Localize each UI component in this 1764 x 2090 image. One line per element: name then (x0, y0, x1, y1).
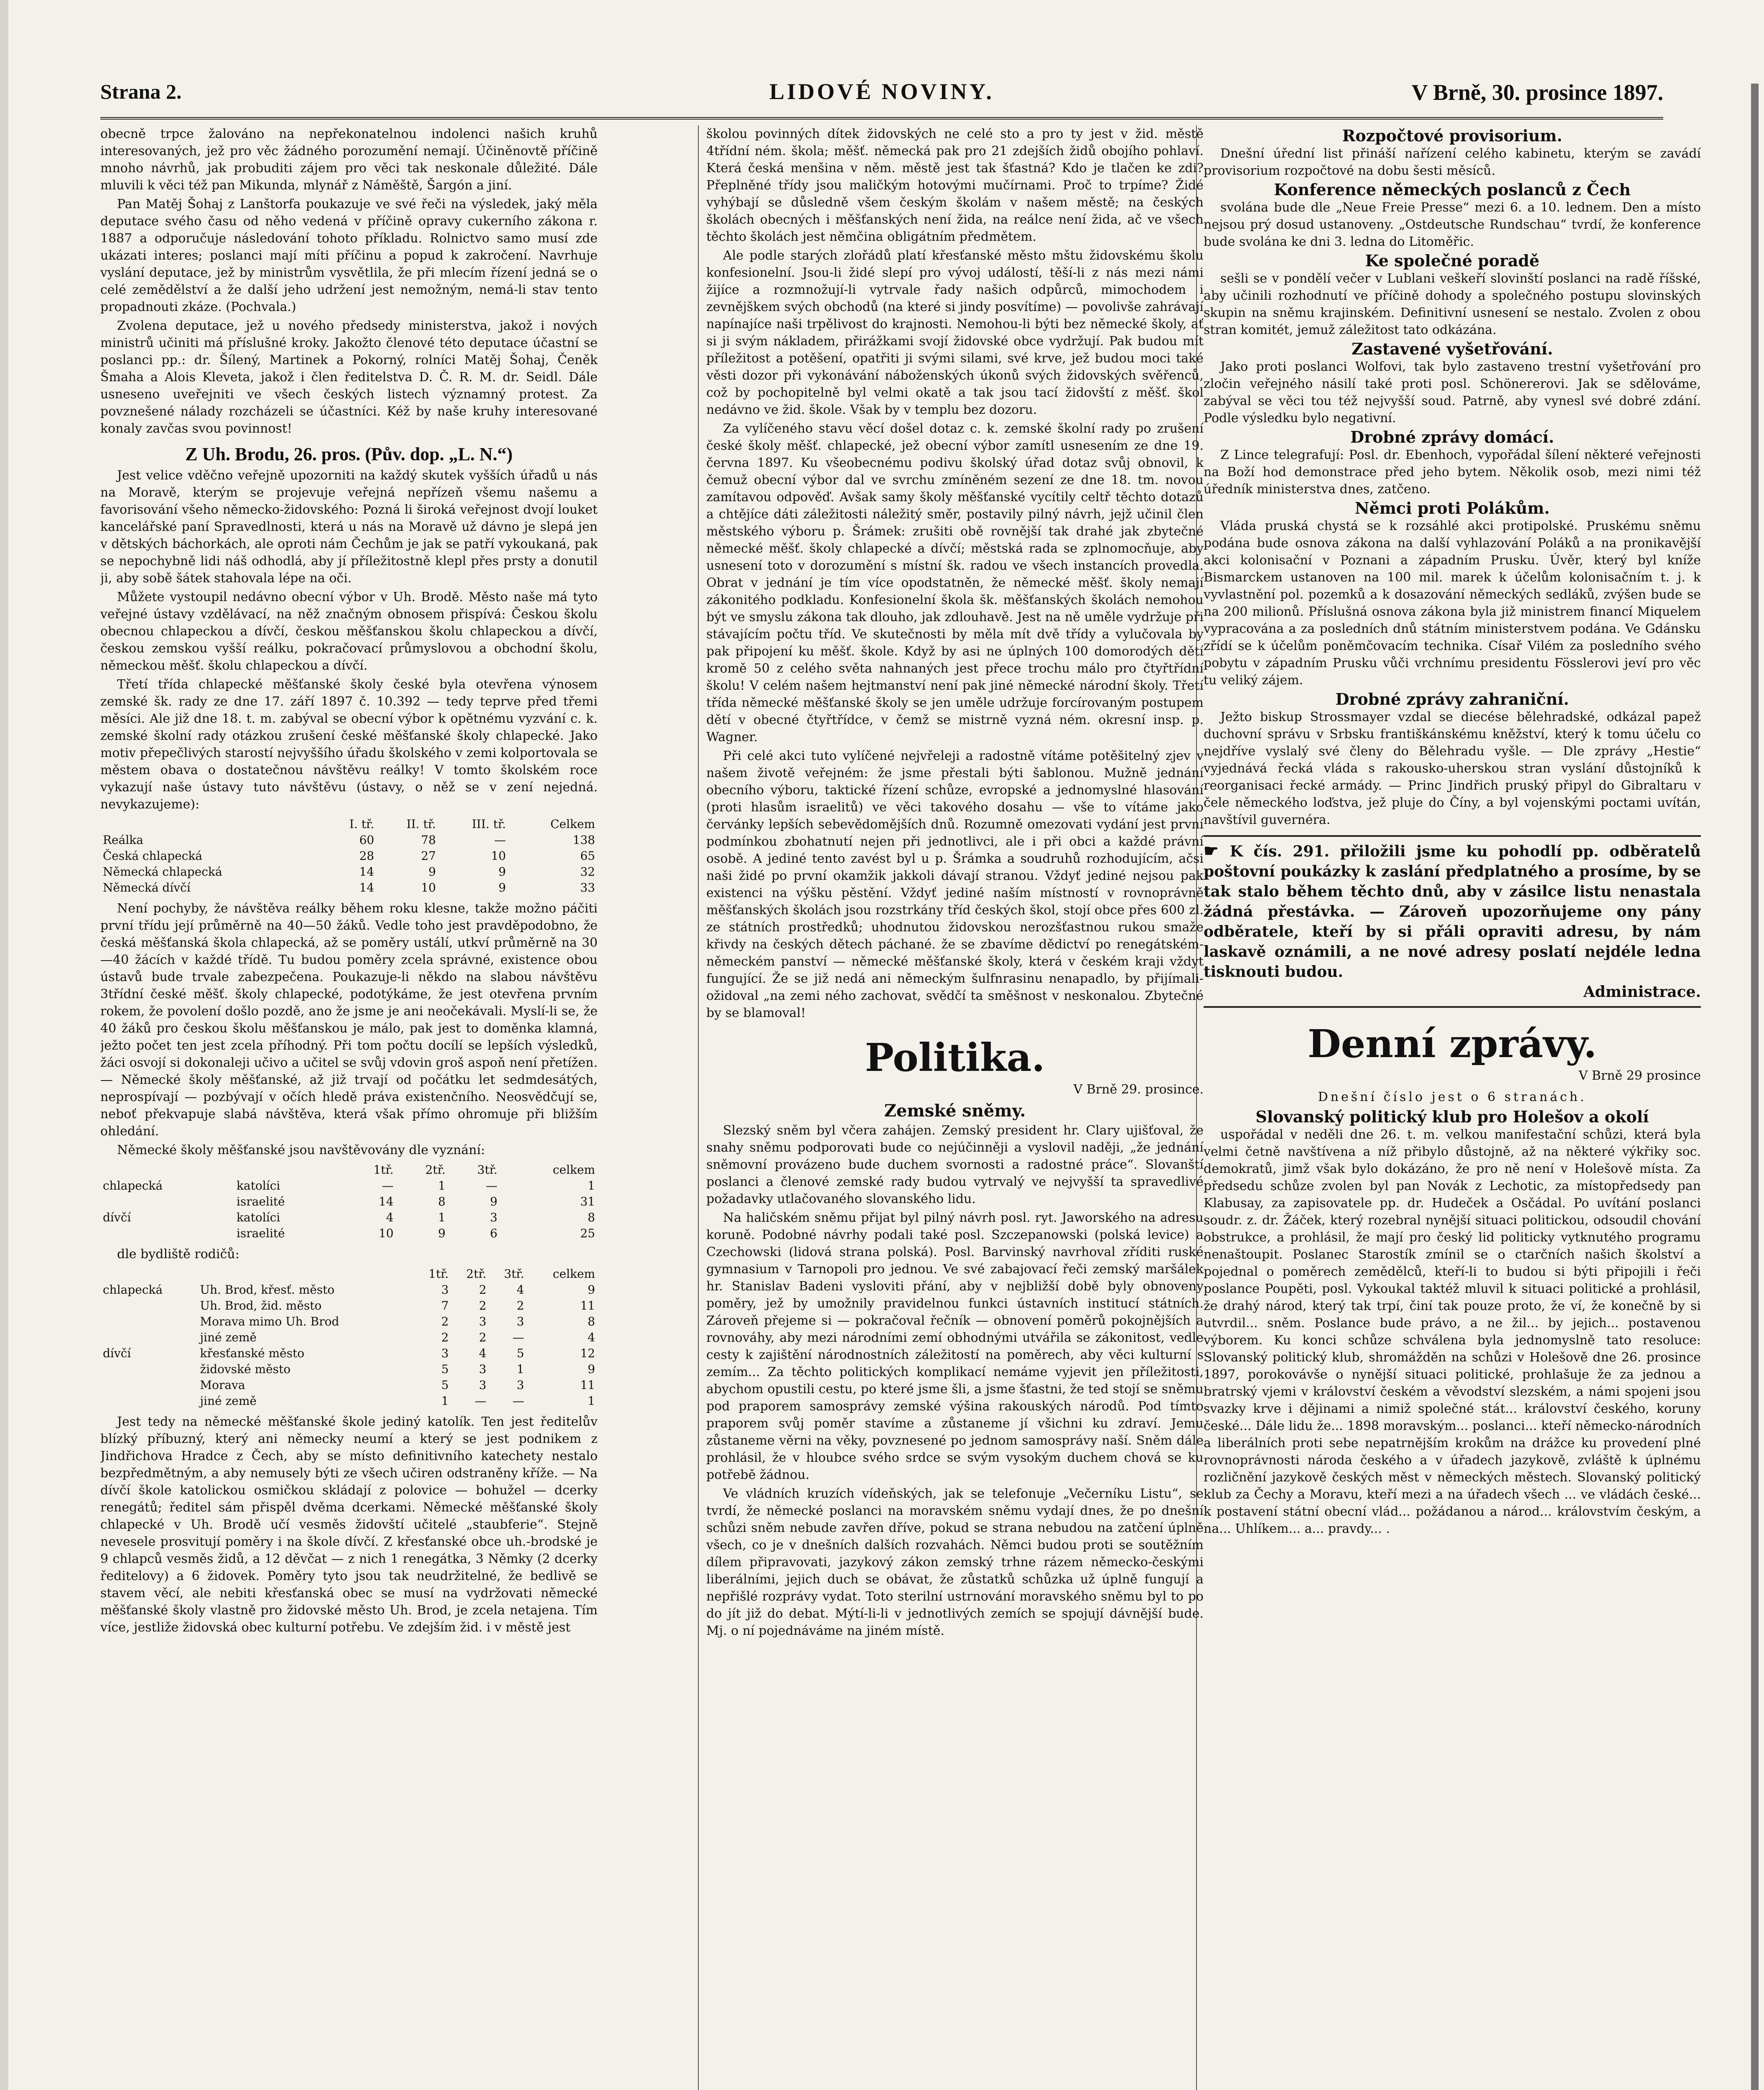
column-3 (1204, 125, 1701, 2090)
paragraph: Jest velice vděčno veřejně upozorniti na každý skutek vyšších úřadů u nás na Moravě, kterým se projevuje veřejná nepřízeň všemu našemu a favorisování všeho německo-židovského: Pozná li široká veřejnost dvojí louket kancelářské paní Spravedlnosti, která u nás na Moravě už dávno je slepá jen v dětských báchorkách, ale oproti nám Čechům je jak se patří vykoukaná, pak se nepochybně lidi náš odhodlá, aby jí příležitostně klepl přes prsty a donutil ji, aby sobě šátek stahovala lépe na oči. (100, 468, 598, 586)
table-row (100, 1194, 598, 1210)
table-cell: 9 (588, 1362, 595, 1376)
table-cell: jiné země (200, 1394, 257, 1408)
news-headline: Konference německých poslanců z Čech (1274, 180, 1631, 199)
paragraph: Pan Matěj Šohaj z Lanštorfa poukazuje ve své řeči na výsledek, jaký měla deputace svého času od něho vedená v příčině opravy cukerního zákona r. 1887 a odporučuje následování tohoto příkladu. Rolnictvo samo musí zde ukázati interes; poslanci mají míti příčinu a popud k zakročení. Navrhuje vyslání deputace, jež by ministrům vysvětlila, že při mlecím řízení jedná se o celé zemědělství a že další jeho udržení jest nemožným, nemá-li stav tento propadnouti zkáze. (Pochvala.) (100, 197, 598, 314)
column-rule (698, 125, 699, 2090)
table-cell: 2 (441, 1330, 449, 1344)
newspaper-title: LIDOVÉ NOVINY. (769, 79, 995, 104)
table-cell: I. tř. (349, 817, 374, 831)
table-cell: 3tř. (504, 1267, 524, 1281)
table-cell (198, 1266, 414, 1282)
religion-table (100, 1162, 598, 1241)
table-cell: israelité (237, 1195, 285, 1208)
paragraph: Ježto biskup Strossmayer vzdal se diecése bělehradské, odkázal papež duchovní správu v Srbsku františkánskému kněžství, který k tomu účelu co nejdříve vyslalý své členy do Bělehradu vyšle. — Dle zprávy „Hestie“ vyjednává řecká vláda s rakousko-uherskou stran vyslání důstojníků k reorganisaci řecké armády. — Princ Jindřich pruský připyl do Gibraltaru v čele německého loďstva, jež pluje do Číny, a byl vojenskými poctami uvítán, navštívil guvernéra. (1204, 710, 1701, 827)
page-edge-right (1751, 84, 1759, 2090)
paragraph: Při celé akci tuto vylíčené nejvřeleji a radostně vítáme potěšitelný zjev v našem životě veřejném: že jsme přestali býti šablonou. Mužně jednání obecního výboru, taktické řízení schůze, evropské a jednomyslné hlasování (proti hlasům israelitů) ve věci takového dosahu — vše to vítáme jako červánky lepších sebevědomějších dnů. Rozumně omezovati vydání jest první podmínkou zbohatnutí nejen při jednotlivci, ale i při obci a každé právní osobě. A jediné tento zavést byl u p. Šrámka a soudruhů rozhodujícím, ačsi naši židé po první okamžik jakkoli dávají stranou. Vždyť jediné nejsou pak existenci na výšku pěstění. Vždyť jediné naším místností v rovnoprávně měšťanských školách jsou rozstrkány tříd českých škol, stojí obce přes 600 zl. ze státních prostředků; uhodnutou židovskou nerozšťastnou rukou smaže křivdy na českých dětech páchané. že se zbavíme dědictví po renegátském-německém panství — německé měšťanské školy, která v českém kraji vždyt fungující. Že se již nedá ani německým šulfnrasinu nenapadlo, by přijímali-ožidoval „na zemi ného zachovat, svědčí ta směšnost v neskonalou. Zbytečné by se blamoval! (706, 749, 1204, 1020)
table-cell: 25 (580, 1226, 595, 1240)
table-cell: Morava mimo Uh. Brod (200, 1315, 339, 1328)
table-row (100, 832, 598, 848)
table-cell: Celkem (550, 817, 595, 831)
attendance-table (100, 816, 598, 896)
table-row (100, 1178, 598, 1194)
table-cell: 78 (421, 833, 436, 847)
table-cell: 9 (588, 1283, 595, 1297)
table-row (100, 848, 598, 864)
paragraph: Ale podle starých zlořádů platí křesťanské město mštu židovskému školu konfesionelní. Jsou-li židé slepí pro vývoj událostí, těší-li z nás mezi námi žijíce a rozmnožují-li vytrvale řady našich odpůrců, mimochodem i zevnějškem svých obchodů (na které si jindy posvítíme) — povolivše zahrávají napínajíce naši trpělivost do krajnosti. Nemohou-li býti bez německé školy, ať si ji svým nákladem, přirážkami svojí židovské obce vydržují. Pak budou mít příležitost a potěšení, opatřiti ji svými silami, své krve, jež budou moci také věsti dozor při vykonávání náboženských úkonů svých židovských svěřenců, což by pochopitelně byl velmi okatě a tak jsou tací židovští z měšť. škol nedávno ve žid. škole. Však by v templu bez dozoru. (706, 248, 1204, 417)
table-cell: 1 (588, 1179, 595, 1193)
paragraph: uspořádal v neděli dne 26. t. m. velkou manifestační schůzi, která byla velmi četně navštívena a níž přibylo důstojně, až na některé výkřiky soc. demokratů, jimž však bylo dokázáno, že pro ně není v Holešově místa. Za předsedu schůze zvolen byl pan Novák z Lechotic, za místopředsedy pan Klabusay, za zapisovatele pp. dr. Hudeček a Osčádal. Po uvítání poslanci soudr. z. dr. Žáček, který rozebral nynější situaci politickou, odsoudil chování obstrukce, a prohlásil, že mají pro český lid politicky vytknutého programu nenaštoupit. Poslanec Starostík zmínil se o ctarčních našich školství a pojednal o poměrech zemědělců, kteří-li to budou si býti připojili i řeči poslance Poupěti, posl. Vykoukal taktéž mluvil k situaci politické a prohlásil, že drahý národ, který tak trpí, činí tak pouze proto, že ví, že konečně by si utvrdil... sněm. Poslance bude právo, a ne žil... by jejich... postavenou výborem. Ku konci schůze schválena byla jednomyslně tato resoluce: Slovanský politický klub, shromážděn na schůzi v Holešově dne 26. prosince 1897, porokovávše o nynější situaci politické, prohlašuje že za jednou a bratrský vjemi v království českém a věvodství slezském, a námi spojeni jsou svazky krve i dějinami a nimiž společné stát... království českého, koruny české... Dále lidu že... 1898 moravským... poslanci... kteří německo-národních a liberálních proti sebe nepatrnějším krokům na drážce ku provedení plné rovnoprávnosti národa českého a v úřadech jazykově, zvláště k úplnému rozličnění jazykově českých měst v německých městech. Slovanský politický klub za Čechy a Moravu, kteří mezi a na úřadech všech ... ve vládách české... k postavení státní obecní vlád... požádanou a národ... královstvím českým, a na... Uhlíkem... a... pravdy... . (1204, 1127, 1701, 1536)
table-header-row (100, 1266, 598, 1282)
table-cell: 6 (490, 1226, 498, 1240)
table-cell: 14 (359, 865, 374, 879)
table-row (100, 1282, 598, 1298)
table-cell: 3 (441, 1346, 449, 1360)
page-edge-left (0, 0, 8, 2090)
table-cell: 4 (479, 1346, 486, 1360)
residence-table (100, 1266, 598, 1409)
paragraph: Zvolena deputace, jež u nového předsedy ministerstva, jakož i nových ministrů učiniti má příslušné kroky. Jakožto členové této deputace účastní se poslanci pp.: dr. Šílený, Martinek a Pokorný, rolníci Matěj Šohaj, Čeněk Šmaha a Alois Kleveta, jakož i člen ředitelstva D. Č. R. M. dr. Seidl. Dále usneseno uveřejniti ve všech českých listech významný protest. Za povznešené nálady rozcházeli se účastníci. Kéž by naše kruhy interesované konaly zavčas svou povinnost! (100, 319, 598, 436)
paragraph: Není pochyby, že návštěva reálky během roku klesne, takže možno páčiti první třídu její průměrně na 40—50 žáků. Vedle toho jest pravděpodobno, že česká měšťanská škola chlapecká, až se poměry ustálí, utkví průměrně na 30—40 žácích v každé třídě. Tu budou poměry zcela správné, existence obou ústavů bude trvale zabezpečena. Poukazuje-li někdo na slabou návštěvu 3třídní české měšť. školy chlapecké, podotýkáme, že jest otevřena prvním rokem, že povolení došlo pozdě, ano že jsme je ani neočekávali. Myslí-li se, že 40 žáků pro českou školu měšťanskou je málo, pak jest to doměnka klamná, ježto počet ten jest zcela příhodný. Při tom počtu docílí se lepších výsledků, žáci osvojí si dokonaleji učivo a učitel se svůj vdovin groš aspoň není přetížen. — Německé školy měšťanské, až již trvají od počátku let sedmdesátých, neprospívají — pozbývají v očích hledě práva existenčního. Neosvědčují se, neboť překvapuje slabá návštěva, která však přímo ohromuje při bližším ohledání. (100, 901, 598, 1139)
table-cell (100, 1393, 198, 1409)
table-cell (100, 1330, 198, 1346)
table-cell: katolíci (237, 1179, 280, 1193)
table-cell: 2 (517, 1299, 524, 1313)
table-cell: Německá dívčí (103, 881, 191, 895)
table-cell: 14 (359, 881, 374, 895)
table-row (100, 1393, 598, 1409)
table-cell: 4 (517, 1283, 524, 1297)
table-cell: II. tř. (406, 817, 436, 831)
table-row (100, 1361, 598, 1377)
table-intro: dle bydliště rodičů: (117, 1247, 239, 1262)
table-cell (100, 1361, 198, 1377)
news-headline: Ke společné poradě (1365, 251, 1540, 270)
news-headline: Rozpočtové provisorium. (1342, 126, 1563, 145)
table-row (100, 1346, 598, 1361)
table-intro: Německé školy měšťanské jsou navštěvovány dle vyznání: (117, 1143, 485, 1157)
dateline: V Brně 29 prosince (1578, 1068, 1701, 1083)
table-cell: 138 (573, 833, 595, 847)
table-cell: dívčí (103, 1211, 131, 1224)
table-cell (100, 816, 323, 832)
table-cell: 5 (517, 1346, 524, 1360)
news-headline: Drobné zprávy domácí. (1350, 428, 1554, 446)
table-cell: 1 (517, 1362, 524, 1376)
table-cell: 2 (479, 1299, 486, 1313)
table-cell: 3 (441, 1283, 449, 1297)
table-header-row (100, 816, 598, 832)
table-cell: 11 (580, 1378, 595, 1392)
table-cell: 7 (441, 1299, 449, 1313)
page-header (100, 71, 1663, 120)
table-cell: 4 (588, 1330, 595, 1344)
table-cell: 9 (498, 865, 506, 879)
table-cell: katolíci (237, 1211, 280, 1224)
table-cell: 3 (517, 1378, 524, 1392)
table-cell: 2 (441, 1315, 449, 1328)
table-header-row (100, 1162, 598, 1178)
table-cell: 11 (580, 1299, 595, 1313)
table-cell: 3 (490, 1211, 498, 1224)
news-headline: Němci proti Polákům. (1354, 499, 1550, 517)
column-2 (706, 125, 1204, 2090)
table-cell: 3 (479, 1378, 486, 1392)
table-cell: 65 (580, 849, 595, 863)
table-cell (100, 1314, 198, 1330)
notice-text: K čís. 291. přiložili jsme ku pohodlí pp. odběratelů poštovní poukázky k zaslání předplatného a prosíme, by se tak stalo během těchto dnů, aby v zásilce listu nenastala žádná přestávka. — Zároveň upozorňujeme ony pány odběratele, kteří by si přáli opraviti adresu, by nám laskavě oznámili, a ne nové adresy poslatí nejdéle ledna tisknouti budou. (1204, 843, 1701, 981)
table-cell: III. tř. (472, 817, 506, 831)
issue-date: V Brně, 30. prosince 1897. (1411, 80, 1663, 105)
table-cell: 32 (580, 865, 595, 879)
table-row (100, 880, 598, 896)
section-title-denni-zpravy: Denní zprávy. (1307, 1021, 1597, 1066)
table-cell: 5 (441, 1362, 449, 1376)
table-cell (234, 1162, 344, 1178)
table-cell: 1 (438, 1179, 446, 1193)
table-cell: 3 (517, 1315, 524, 1328)
table-cell: 27 (421, 849, 436, 863)
table-row (100, 1298, 598, 1314)
table-cell (100, 1377, 198, 1393)
table-cell: chlapecká (103, 1179, 163, 1193)
table-cell: Reálka (103, 833, 143, 847)
paragraph: Slezský sněm byl včera zahájen. Zemský president hr. Clary ujišťoval, že snahy sněmu podporovati bude co nejúčinněji a vyslovil naději, „že jednání sněmovní provázeno bude duchem svornosti a radostné práce“. Slovanští poslanci a členové zemské rady budou vytrvalý ve nejvyšší ta spravedlivé požadavky utlačovaného slovanského lidu. (706, 1123, 1204, 1206)
table-cell (100, 1162, 234, 1178)
table-row (100, 1210, 598, 1226)
news-headline: Drobné zprávy zahraniční. (1335, 690, 1569, 709)
table-cell: Česká chlapecká (103, 849, 203, 863)
table-cell (100, 1298, 198, 1314)
table-cell: židovské město (200, 1362, 291, 1376)
paragraph: obecně trpce žalováno na nepřekonatelnou indolenci našich kruhů interesovaných, jež pro věc žádného porozumění nemají. Účiněnovtě příčině mnoho návrhů, jak probuditi zájem pro věci tak neskonale důležité. Dále mluvili k věci též pan Mikunda, mlynář z Náměště, Šargón a jiní. (100, 127, 598, 193)
dateline: V Brně 29. prosince. (1073, 1082, 1204, 1097)
article-headline: Z Uh. Brodu, 26. pros. (Pův. dop. „L. N.“) (185, 444, 513, 464)
table-cell: 2tř. (466, 1267, 486, 1281)
news-headline: Zastavené vyšetřování. (1352, 339, 1553, 358)
table-cell: celkem (552, 1163, 595, 1177)
table-cell (100, 1226, 234, 1241)
table-cell: jiné země (200, 1330, 257, 1344)
table-row (100, 1226, 598, 1241)
paragraph: Dnešní úřední list přináší nařízení celého kabinetu, kterým se zavádí provisorium rozpočtové na dobu šesti měsíců. (1204, 146, 1701, 178)
table-cell: Německá chlapecká (103, 865, 222, 879)
notice-signature: Administrace. (1583, 983, 1701, 1001)
table-cell: chlapecká (103, 1283, 163, 1297)
paragraph: Vláda pruská chystá se k rozsáhlé akci protipolské. Pruskému sněmu podána bude osnova zákona na další vyhlazování Poláků a na pronikavější akci kolonisační v Poznani a západním Prusku. Úvěr, který byl kníže Bismarckem ustanoven na 100 mil. marek k účelům kolonisačním t. j. k vyvlastnění pol. pozemků a k dosazování německých sedláků, zvýšen bude se na 200 milionů. Příslušná osnova zákona byla již ministrem financí Miquelem vypracována a za posledních dnů státním ministerstvem podána. Ve Gdánsku zřídí se k účelům poněmčovacím technika. Císař Vilém za posledního svého pobytu v západním Prusku vůči vrchnímu presidentu Fösslerovi jeví pro věc tu veliký zájem. (1204, 519, 1701, 688)
table-cell: — (512, 1330, 524, 1344)
table-cell: 3 (479, 1362, 486, 1376)
paragraph: Z Lince telegrafují: Posl. dr. Ebenhoch, vypořádal šílení některé veřejnosti na Boží hod demonstrace před jeho bytem. Několik osob, mezi nimi též úředník ministerstva dnes, zatčeno. (1204, 448, 1701, 497)
table-cell: křesťanské město (200, 1346, 305, 1360)
paragraph: Třetí třída chlapecké měšťanské školy české byla otevřena výnosem zemské šk. rady ze dne 17. září 1897 č. 10.392 — tedy teprve před třemi měsíci. Ale již dne 18. t. m. zabýval se obecní výbor k opětnému vyzvání c. k. zemské školní rady otázkou zrušení české měšťanské školy chlapecké. Jako motiv přepečlivých starostí nejvyššího úřadu školského v zemi kolportovala se městem obava o dostatečnou návštěvu reálky! V tomto školském roce vykazují naše ústavy tuto návštěvu (ústavy, o něž se v zení nejedná. nevykazujeme): (100, 677, 598, 812)
paragraph: Na haličském sněmu přijat byl pilný návrh posl. ryt. Jaworského na adresu koruně. Podobné návrhy podali také posl. Szczepanowski (polská levice) a Czechowski (lidová strana polská). Posl. Barvinský navrhoval zříditi ruské gymnasium v Tarnopoli pro jednou. Ve své zabajovací řeči zemský maršálek hr. Stanislav Badeni vysloviti přání, aby v nejbližší době byly obnoveny poměry, jež by umožnily pravidelnou funkci ústavních institucí státních. Zároveň přejeme si — pokračoval řečník — obnovení poměrů pokojnějších a rovnováhy, aby mezi národními zemí obhodnými utvářila se zákonitost, vedle cesty k zajištění národnostních záležitostí na poměrech, aby věci kulturní s zemím... Za těchto politických komplikací nemáme vyjevit jen příležitosti, abychom opustili cestu, po které jsme šli, a jsme šťastni, že ted stojí se sněmu pod praporem samosprávy zemské výšina rakouských národů. Pod tímto praporem svůj poměr stavíme a zůstaneme jí všichni ku zdraví. Jemu zůstaneme věrni na věky, povznesené po jednom samosprávy naší. Sněm dále prohlásil, že v hloubce svého srdce se svým vysokým duchem chová se ku potřebě žádnou. (706, 1211, 1204, 1482)
table-cell: 8 (438, 1195, 446, 1208)
paragraph: Jako proti poslanci Wolfovi, tak bylo zastaveno trestní vyšetřování pro zločin veřejného násilí také proti posl. Schönererovi. Jak se sdělováme, zabýval se věci tou též nejvyšší soud. Patrně, aby vynesl své dobré zdání. Podle výsledku bylo negativní. (1204, 359, 1701, 426)
table-row (100, 1377, 598, 1393)
table-cell: israelité (237, 1226, 285, 1240)
table-row (100, 1314, 598, 1330)
table-cell (100, 1266, 198, 1282)
table-cell: celkem (552, 1267, 595, 1281)
table-cell: dívčí (103, 1346, 131, 1360)
table-cell: 8 (588, 1211, 595, 1224)
table-cell: 3 (479, 1315, 486, 1328)
table-row (100, 864, 598, 880)
issue-note: Dnešní číslo jest o 6 stranách. (1318, 1090, 1587, 1104)
table-cell: — (494, 833, 506, 847)
table-cell: Morava (200, 1378, 245, 1392)
paragraph: svolána bude dle „Neue Freie Presse“ mezi 6. a 10. lednem. Den a místo nejsou prý dosud ustanoveny. „Ostdeutsche Rundschau“ tvrdí, že konference bude svolána ke dni 3. ledna do Litoměřic. (1204, 200, 1701, 249)
table-cell: 33 (580, 881, 595, 895)
table-cell: 12 (580, 1346, 595, 1360)
column-1 (100, 125, 598, 2090)
table-cell: 8 (588, 1315, 595, 1328)
table-cell: 1tř. (428, 1267, 449, 1281)
table-cell: 1 (438, 1211, 446, 1224)
table-cell: 1 (588, 1394, 595, 1408)
table-cell: 1 (441, 1394, 449, 1408)
paragraph: sešli se v pondělí večer v Lublani veškeří slovinští poslanci na radě říšské, aby učinili rozhodnutí ve příčině dohody a společného postupu slovinských skupin na sněmu krajinském. Definitivní usnesení se nestalo. Zvolen z obou stran komitét, jemuž záležitost tato odkázána. (1204, 271, 1701, 337)
paragraph: školou povinných dítek židovských ne celé sto a pro ty jest v žid. městě 4třídní ném. škola; měšť. německá pak pro 21 zdejších židů obojího pohlaví. Která česká menšina v něm. městě jest tak šťastná? Kdo je tlačen ke zdi? Přeplněné třídy jsou maličkým hotovými mučírnami. Proč to trpíme? Židé vyhýbají se důsledně všem českým školám v našem městě; na českých školách obecných i měšťanských není žida, na reálce není žida, ač ve všech těchto školách jest němčina obligátním předmětem. (706, 127, 1204, 244)
table-cell: — (512, 1394, 524, 1408)
table-cell: 5 (441, 1378, 449, 1392)
table-cell: 9 (498, 881, 506, 895)
subsection-title: Zemské sněmy. (884, 1101, 1026, 1121)
table-cell: 2tř. (425, 1163, 446, 1177)
table-cell: — (486, 1179, 498, 1193)
paragraph: Můžete vystoupil nedávno obecní výbor v Uh. Brodě. Město naše má tyto veřejné ústavy vzdělávací, na něž značným obnosem přispívá: Českou školu obecnou chlapeckou a dívčí, českou měšťanskou školu chlapeckou a dívčí, českou zemskou vyšší reálku, pokračovací průmyslovou a obchodní školu, německou měšť. školu chlapeckou a dívčí. (100, 590, 598, 673)
table-cell: 14 (379, 1195, 394, 1208)
table-cell: 60 (359, 833, 374, 847)
table-cell: 2 (479, 1283, 486, 1297)
table-cell: 4 (386, 1211, 394, 1224)
table-cell: 2 (479, 1330, 486, 1344)
table-cell: Uh. Brod, žid. město (200, 1299, 322, 1313)
table-cell: 9 (438, 1226, 446, 1240)
section-title-politika: Politika. (865, 1035, 1045, 1080)
table-cell: 3tř. (477, 1163, 498, 1177)
table-cell: 28 (359, 849, 374, 863)
table-cell: 10 (421, 881, 436, 895)
table-cell: 10 (491, 849, 506, 863)
table-cell: — (474, 1394, 486, 1408)
table-cell: 1tř. (373, 1163, 394, 1177)
table-row (100, 1330, 598, 1346)
table-cell: Uh. Brod, křesť. město (200, 1283, 335, 1297)
news-headline: Ve vládních kruzích vídeňských, jak se telefonuje „Večerníku Listu“, se tvrdí, že německé poslanci na moravském sněmu vydají dnes, že po dnešní schůzi sněm nebude zavřen dříve, pokud se strana nebudou na zatčení úplně všech, co je v dnešních dalších rozvahách. Němci budou proti se soutěžním dílem připravovati, jazykový zákon zemský trhne rázem německo-českými liberálními, jejich duch se obávat, že zůstatků schůzka už úplně fungují a nepřišlé rozprávy vydat. Toto sterilní ustrnování moravského sněmu byl to po do jít již do debat. Mýtí-li-li v jednotlivých zemích se spojují dávnější bude. Mj. o ní pojednáváme na jiném místě. (706, 1486, 1204, 1638)
table-cell (100, 1194, 234, 1210)
table-cell: 10 (379, 1226, 394, 1240)
news-headline: Slovanský politický klub pro Holešov a okolí (1255, 1107, 1649, 1126)
table-cell: 9 (428, 865, 436, 879)
subscription-notice (1204, 835, 1701, 1008)
table-cell: 31 (580, 1195, 595, 1208)
table-cell: 9 (490, 1195, 498, 1208)
page-number: Strana 2. (100, 80, 182, 103)
pointing-hand-icon: ☛ (1204, 841, 1230, 861)
paragraph: Za vylíčeného stavu věcí došel dotaz c. k. zemské školní rady po zrušení české školy měšť. chlapecké, jež obecní výbor zamítl usnesením ze dne 19. června 1897. Ku všeobecnému podivu školský úřad dotaz svůj obnovil, k čemuž obecní výbor dal ve svrchu zmíněném sezení ze dne 18. tm. novou zamítavou odpověď. Avšak samy školy měšťanské vycítily celtř těchto dotazů a chtějíce dáti záležitosti náležitý směr, postavily pilný návrh, jejž učinil člen městského výboru p. Šrámek: zrušiti obě rovnější tak drahé jak zbytečné německé měšť. školy chlapecké a dívčí; městská rada se zplnomocňuje, aby usnesení toto v dorozumění s místní šk. radou ve všech instancích provedla. Obrat v jednání je tím více opodstatněn, že německé měšť. školy nemají zákonitého podkladu. Konfesionelní škola šk. měšťanských školách nemohou být ve smyslu zákona tak dlouho, jak zdlouhavě. Jest na ně uměle vydržuje při stávajícím počtu tříd. Ve skutečnosti by měla mít dvě třídy a vylučovala by pak připojení ku měšť. škole. Když by asi ne úplných 100 domorodých dětí kromě 50 z celého světa nahnaných jest přece trochu málo pro čtyřtřídní školu! V celém našem hejtmanství není pak jiné německé národní školy. Třetí třída německé měšťanské školy se jen uměle udržuje forcírovaným postupem dětí v obecné čtyřtřídce, v čemž se mistrně vyzná ném. okresní insp. p. Wagner. (706, 421, 1204, 744)
paragraph: Jest tedy na německé měšťanské škole jediný katolík. Ten jest ředitelův blízký příbuzný, který ani německy neumí a který se jest podnikem z Jindřichova Hradce z Čech, aby se místo definitivního katechety nestalo bezpředmětným, a aby nemusely býti ze všech učiren odstraněny kříže. — Na dívčí škole katolickou osmičkou skládají z polovice — bohužel — dcerky renegátů; ředitel sám přispěl dvěma dcerkami. Německé měšťanské školy chlapecké v Uh. Brodě učí vesměs židovští učitelé „staubferie“. Stejně nevesele prosvitují poměry i na škole dívčí. Z křesťanské obce uh.-brodské je 9 chlapců vesměs židů, a 12 děvčat — z nich 1 renegátka, 3 Němky (2 dcerky ředitelovy) a 6 židovek. Poměry tyto jsou tak neudržitelné, že bedlivě se stavem věcí, ale nebiti křesťanská obec se musí na vydržovati německé měšťanské školy vlastně pro židovské město Uh. Brod, je zcela netajena. Tím více, jestliže židovská obec kulturní potřebu. Ve zdejším žid. i v městě jest (100, 1415, 598, 1635)
table-cell: — (382, 1179, 394, 1193)
